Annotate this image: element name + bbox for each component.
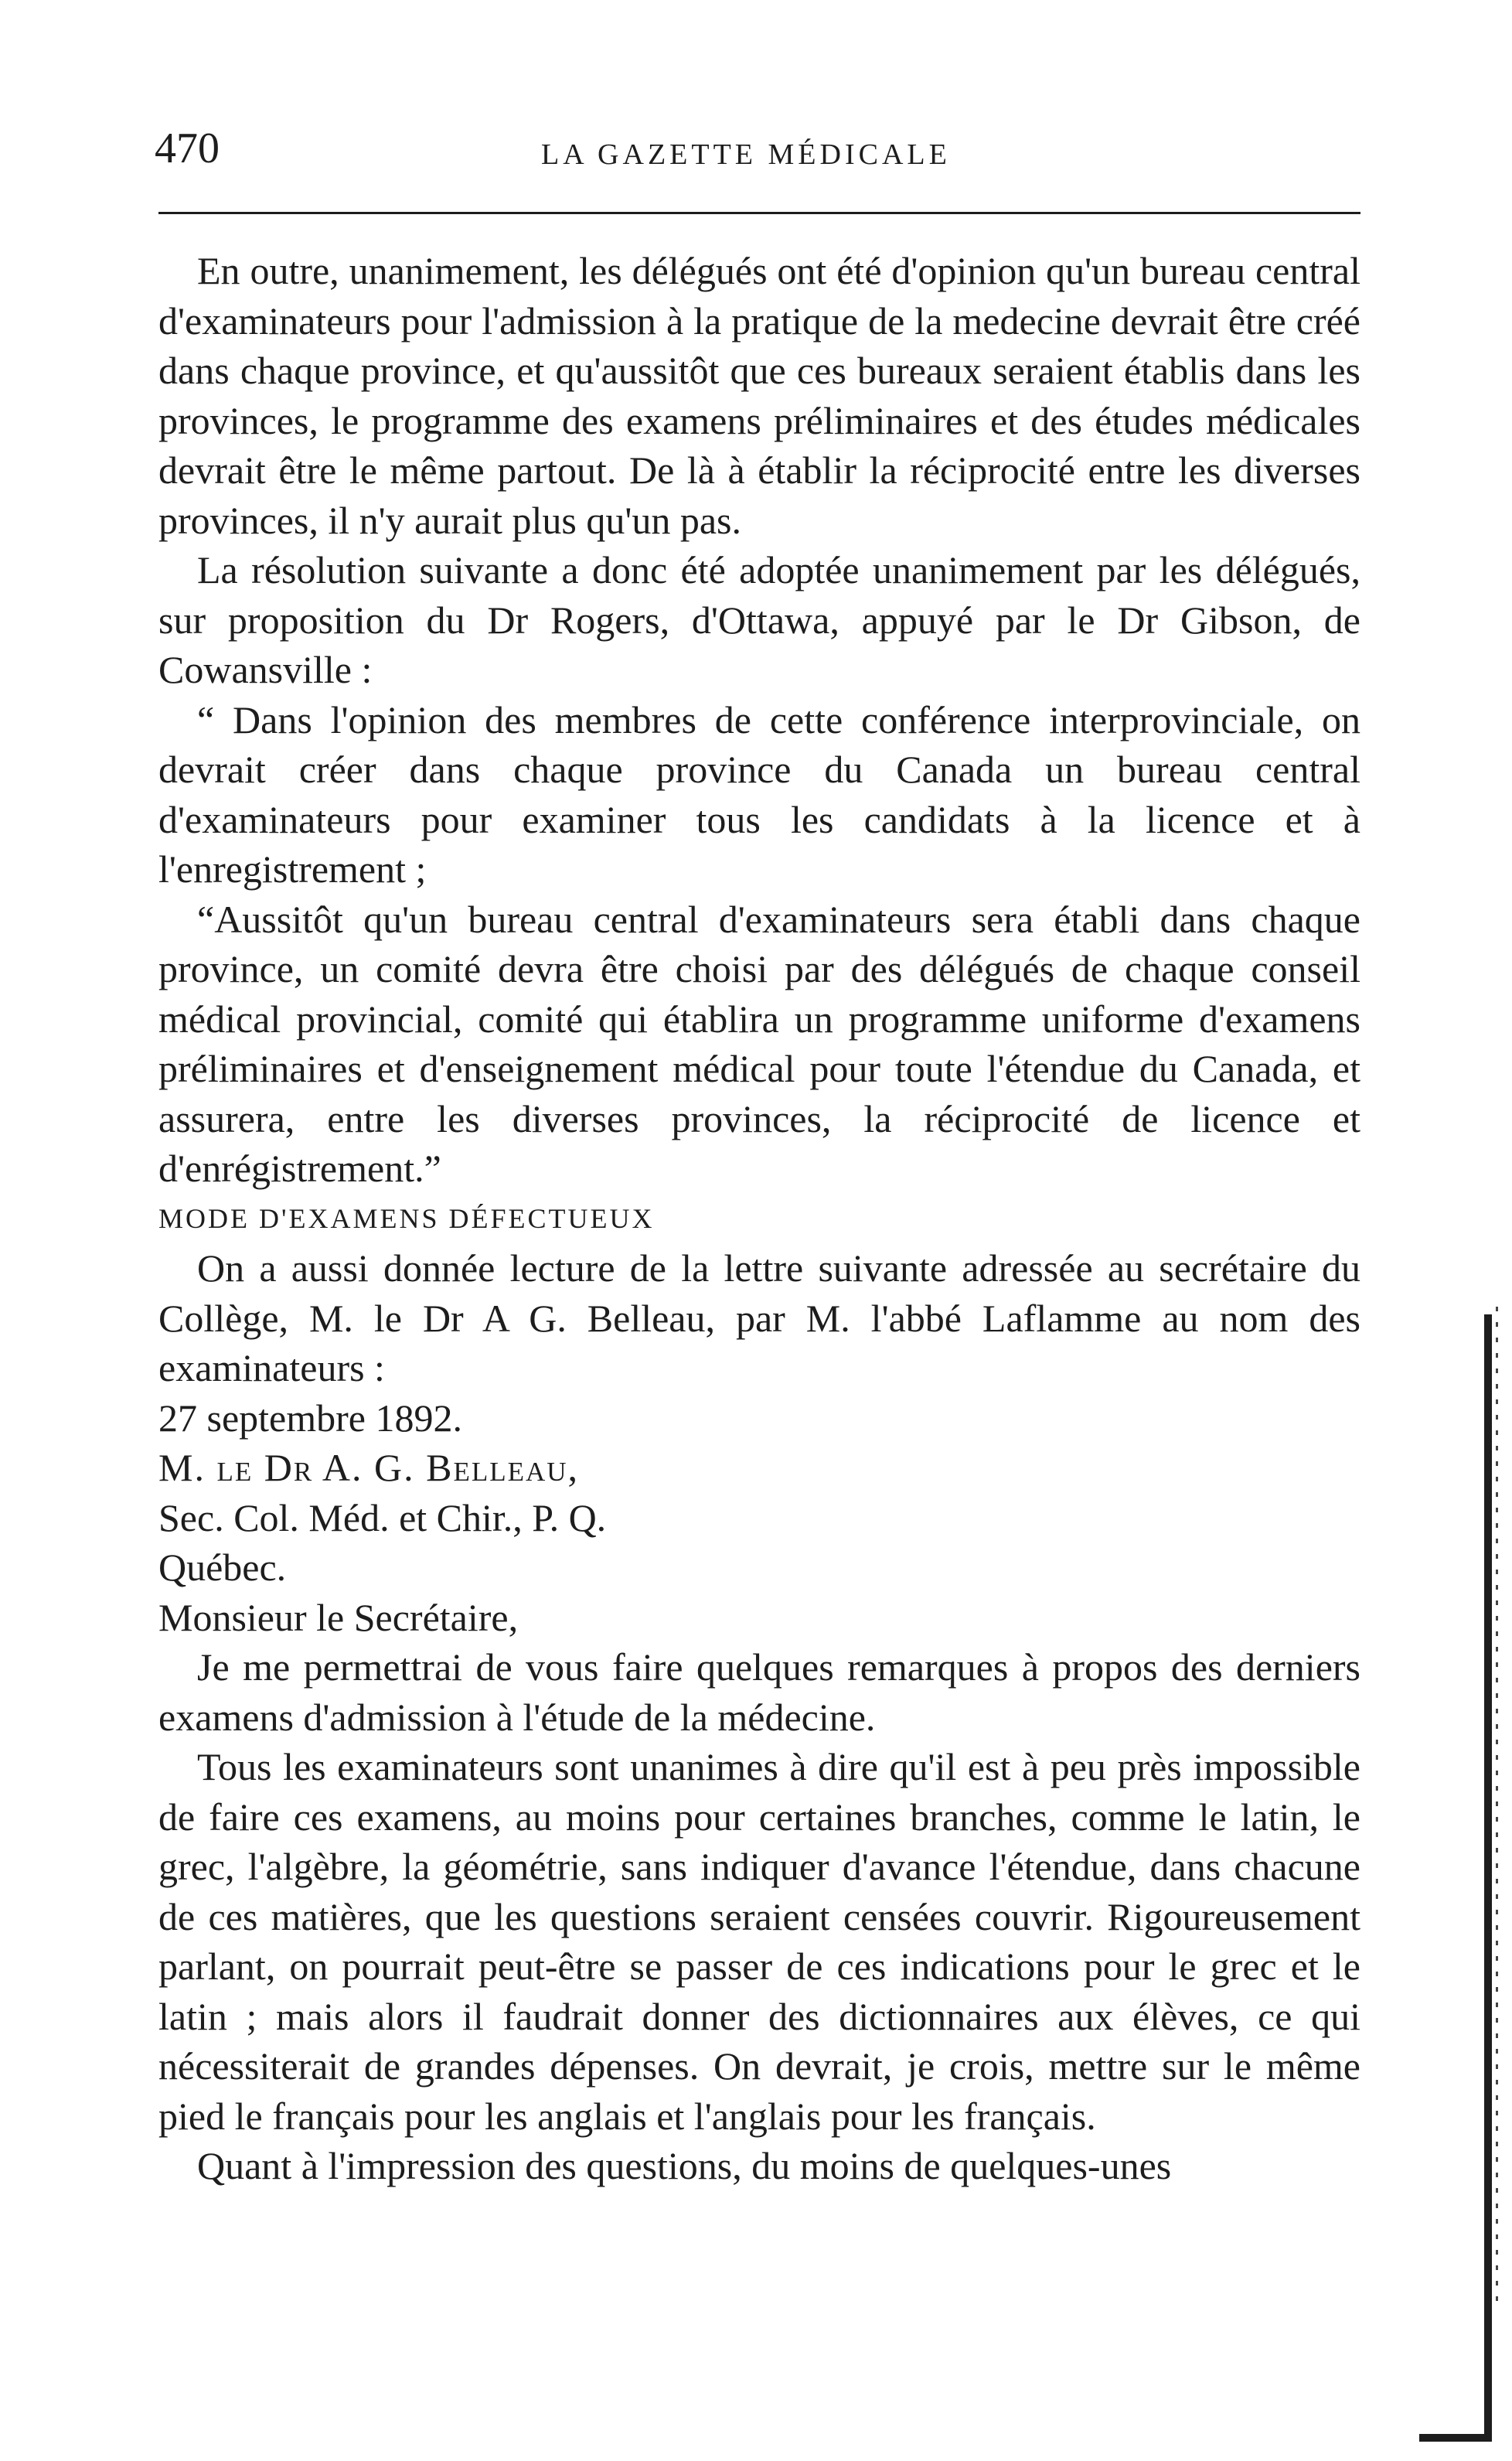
letter-paragraph: Tous les examinateurs sont unanimes à dire qu'il est à peu près impossible de faire ces examens, au moins pour certaines branches, comme le latin, le grec, l'algèbre, la géométrie, sans indiquer d'avance l'étendue, dans chacune de ces matières, que les questions seraient censées couvrir. Rigoureusement parlant, on pourrait peut-être se passer de ces indications pour le grec et le latin ; mais alors il faudrait donner des dictionnaires aux élèves, ce qui nécessiterait de grandes dépenses. On devrait, je crois, mettre sur le même pied le français pour les anglais et l'anglais pour les français.	[158, 1745, 1360, 2138]
letter-addressee-city: Québec.	[158, 1546, 287, 1589]
scan-page-edge-foot	[1419, 2434, 1492, 2442]
section-heading: MODE D'EXAMENS DÉFECTUEUX	[158, 1202, 655, 1234]
letter-addressee: M. le Dr A. G. Belleau,	[158, 1446, 580, 1489]
letter-paragraph: Quant à l'impression des questions, du moins de quelques-unes	[197, 2144, 1172, 2187]
paragraph: En outre, unanimement, les délégués ont été d'opinion qu'un bureau central d'examinateurs pour l'admission à la pratique de la medecine devrait être créé dans chaque province, et qu'aussitôt que ces bureaux seraient établis dans les provinces, le programme des examens préliminaires et des études médicales devrait être le même partout. De là à établir la réciprocité entre les diverses provinces, il n'y aurait plus qu'un pas.	[158, 249, 1360, 542]
running-title: LA GAZETTE MÉDICALE	[541, 138, 951, 171]
header-rule	[158, 212, 1360, 214]
quoted-resolution: “Aussitôt qu'un bureau central d'examinateurs sera établi dans chaque province, un comité devra être choisi par des délégués de chaque conseil médical provincial, comité qui établira un programme uniforme d'examens préliminaires et d'enseignement médical pour toute l'étendue du Canada, et assurera, entre les diverses provinces, la réciprocité de licence et d'enrégistrement.”	[158, 897, 1360, 1190]
letter-date: 27 septembre 1892.	[158, 1396, 462, 1440]
page-header	[155, 124, 1360, 178]
paragraph: On a aussi donnée lecture de la lettre suivante adressée au secrétaire du Collège, M. le Dr A G. Belleau, par M. l'abbé Laflamme au nom des examinateurs :	[158, 1246, 1360, 1389]
body-text	[158, 246, 1360, 2191]
quoted-resolution: “ Dans l'opinion des membres de cette conférence interprovinciale, on devrait créer dans chaque province du Canada un bureau central d'examinateurs pour examiner tous les candidats à la licence et à l'enregistrement ;	[158, 697, 1360, 891]
scan-binding-marks	[1496, 1307, 1498, 2312]
letter-paragraph: Je me permettrai de vous faire quelques remarques à propos des derniers examens d'admission à l'étude de la médecine.	[158, 1645, 1360, 1739]
paragraph: La résolution suivante a donc été adoptée unanimement par les délégués, sur proposition du Dr Rogers, d'Ottawa, appuyé par le Dr Gibson, de Cowansville :	[158, 548, 1360, 691]
letter-salutation: Monsieur le Secrétaire,	[158, 1595, 519, 1639]
page-number: 470	[155, 124, 220, 172]
letter-addressee-title: Sec. Col. Méd. et Chir., P. Q.	[158, 1495, 607, 1539]
scan-page-edge	[1484, 1314, 1492, 2435]
